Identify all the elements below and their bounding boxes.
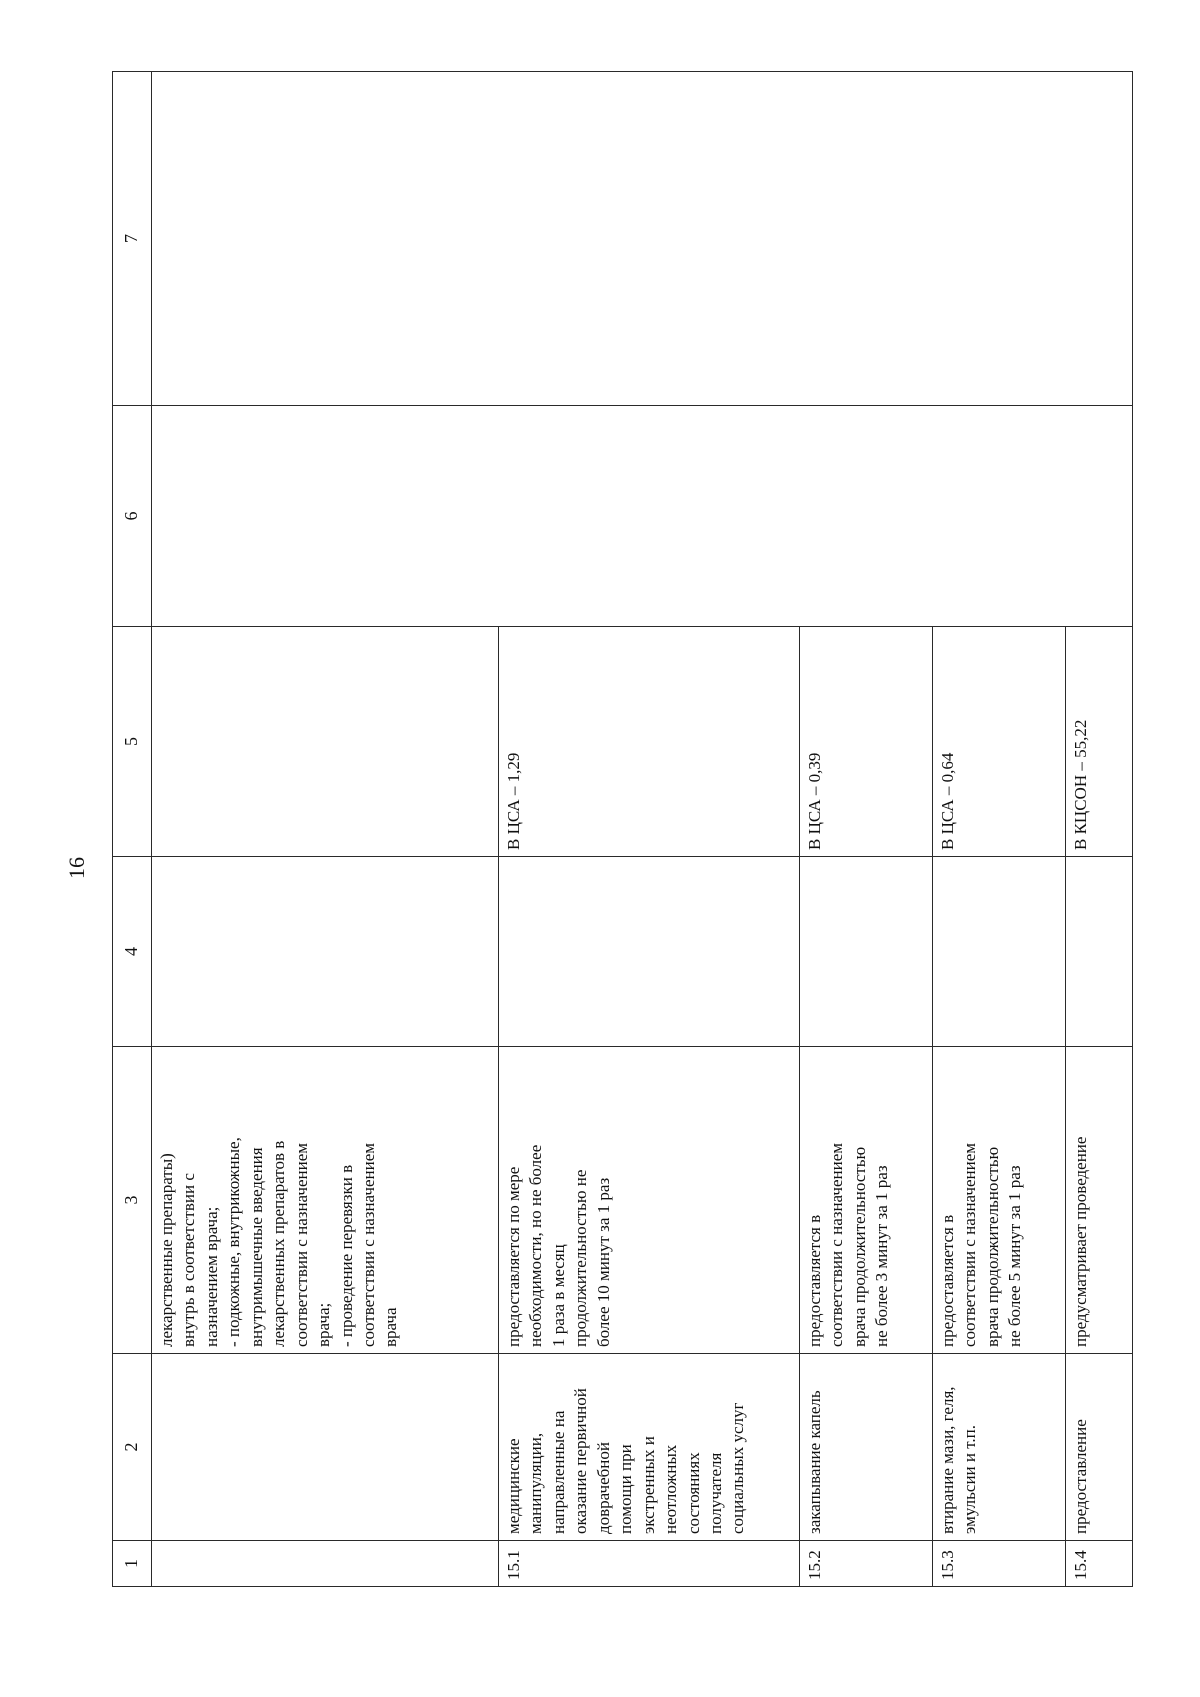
- text-line: более 10 минут за 1 раз: [593, 1177, 613, 1347]
- service-description: [800, 1047, 933, 1354]
- service-description: [933, 1047, 1066, 1354]
- text-line: предусматривает проведение: [1071, 1136, 1090, 1347]
- col-header-5: 5: [113, 627, 152, 857]
- rotated-table-wrapper: [112, 72, 1090, 1587]
- service-name: [800, 1354, 933, 1541]
- text-line: эмульсии и т.п.: [960, 1425, 980, 1534]
- text-line: продолжительностью не: [571, 1169, 591, 1347]
- text-line: направленные на: [548, 1410, 568, 1534]
- col-header-7: 7: [113, 72, 152, 406]
- text-line: втирание мази, геля,: [938, 1386, 957, 1534]
- text-line: не более 3 минут за 1 раз: [872, 1165, 892, 1347]
- row-number: [152, 1541, 499, 1587]
- text-line: соответствии с назначением: [291, 1142, 311, 1347]
- column-4-cell: [933, 857, 1066, 1047]
- text-line: не более 5 минут за 1 раз: [1005, 1165, 1025, 1347]
- text-line: врача: [381, 1307, 401, 1347]
- service-description: [1066, 1047, 1133, 1354]
- text-line: состояниях: [683, 1452, 703, 1534]
- text-line: получателя: [705, 1452, 725, 1534]
- text-line: назначением врача;: [201, 1206, 221, 1347]
- text-line: помощи при: [616, 1444, 636, 1534]
- column-7-merged-cell: [152, 72, 1133, 406]
- service-description: [152, 1047, 499, 1354]
- col-header-1: 1: [113, 1541, 152, 1587]
- text-line: необходимости, но не более: [526, 1144, 546, 1347]
- text-line: врача;: [314, 1302, 334, 1347]
- text-line: врача продолжительностью: [982, 1146, 1002, 1347]
- text-line: оказание первичной: [571, 1388, 591, 1534]
- text-line: предоставляется в: [938, 1214, 957, 1347]
- text-line: медицинские: [504, 1438, 523, 1534]
- text-line: лекарственные препараты): [157, 1153, 176, 1347]
- text-line: доврачебной: [593, 1442, 613, 1534]
- col-header-2: 2: [113, 1354, 152, 1541]
- text-line: соответствии с назначением: [827, 1142, 847, 1347]
- col-header-3: 3: [113, 1047, 152, 1354]
- column-5-cell: [152, 627, 499, 857]
- tariff-cell: В ЦСА – 0,39: [800, 627, 933, 857]
- service-name: [1066, 1354, 1133, 1541]
- service-description: [499, 1047, 800, 1354]
- text-line: закапывание капель: [805, 1390, 824, 1534]
- text-line: неотложных: [661, 1444, 681, 1534]
- text-line: соответствии с назначением: [358, 1142, 378, 1347]
- column-4-cell: [1066, 857, 1133, 1047]
- service-name: [152, 1354, 499, 1541]
- services-table: [112, 71, 1133, 1587]
- text-line: социальных услуг: [728, 1402, 748, 1534]
- column-header-row: [113, 72, 152, 1587]
- text-line: врача продолжительностью: [849, 1146, 869, 1347]
- col-header-4: 4: [113, 857, 152, 1047]
- tariff-cell: В ЦСА – 0,64: [933, 627, 1066, 857]
- column-4-cell: [800, 857, 933, 1047]
- column-6-merged-cell: [152, 406, 1133, 627]
- col-header-6: 6: [113, 406, 152, 627]
- text-line: предоставление: [1071, 1419, 1090, 1534]
- row-number: 15.2: [800, 1541, 933, 1587]
- text-line: предоставляется в: [805, 1214, 824, 1347]
- text-line: внутрь в соответствии с: [179, 1173, 199, 1347]
- row-number: 15.1: [499, 1541, 800, 1587]
- text-line: 1 раза в месяц: [548, 1244, 568, 1347]
- text-line: предоставляется по мере: [504, 1166, 523, 1347]
- column-4-cell: [152, 857, 499, 1047]
- text-line: лекарственных препаратов в: [269, 1140, 289, 1347]
- tariff-cell: В ЦСА – 1,29: [499, 627, 800, 857]
- text-line: внутримышечные введения: [246, 1147, 266, 1347]
- table-row: [152, 72, 499, 1587]
- service-name: [933, 1354, 1066, 1541]
- text-line: - подкожные, внутрикожные,: [224, 1137, 244, 1347]
- column-4-cell: [499, 857, 800, 1047]
- service-name: [499, 1354, 800, 1541]
- text-line: экстренных и: [638, 1436, 658, 1534]
- text-line: - проведение перевязки в: [336, 1164, 356, 1347]
- row-number: 15.4: [1066, 1541, 1133, 1587]
- row-number: 15.3: [933, 1541, 1066, 1587]
- tariff-cell: В КЦСОН – 55,22: [1066, 627, 1133, 857]
- page-number: 16: [64, 857, 89, 879]
- text-line: соответствии с назначением: [960, 1142, 980, 1347]
- text-line: манипуляции,: [526, 1432, 546, 1534]
